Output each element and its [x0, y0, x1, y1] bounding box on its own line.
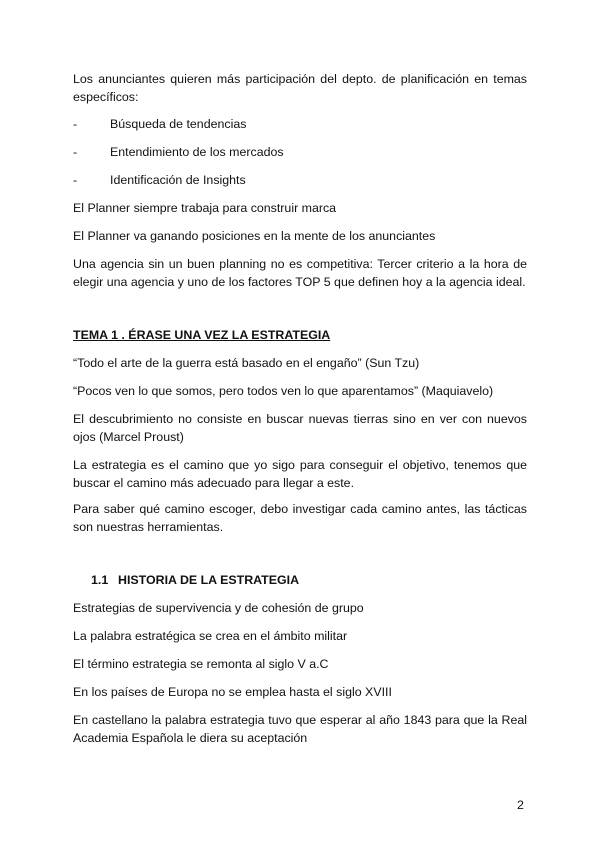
paragraph: Para saber qué camino escoger, debo investigar cada camino antes, las tácticas son nuestras herramientas. [73, 502, 527, 534]
bullet-dash: - [73, 173, 78, 187]
paragraph: En castellano la palabra estrategia tuvo que esperar al año 1843 para que la Real Academia Española le diera su aceptación [73, 713, 527, 745]
page-number: 2 [517, 798, 524, 812]
paragraph: Estrategias de supervivencia y de cohesión de grupo [73, 601, 364, 615]
quote: El descubrimiento no consiste en buscar nuevas tierras sino en ver con nuevos ojos (Marcel Proust) [73, 412, 527, 444]
paragraph: La estrategia es el camino que yo sigo para conseguir el objetivo, tenemos que buscar el camino más adecuado para llegar a este. [73, 458, 527, 490]
paragraph: El Planner siempre trabaja para construir marca [73, 201, 337, 215]
intro-paragraph: Los anunciantes quieren más participación del depto. de planificación en temas específicos: [73, 72, 527, 104]
chapter-heading: TEMA 1 . ÉRASE UNA VEZ LA ESTRATEGIA [73, 328, 331, 342]
bullet-dash: - [73, 145, 78, 159]
bullet-dash: - [73, 117, 78, 131]
list-item-text: Entendimiento de los mercados [110, 145, 284, 159]
section-heading [91, 571, 299, 589]
section-title: HISTORIA DE LA ESTRATEGIA [118, 573, 300, 587]
paragraph: La palabra estratégica se crea en el ámbito militar [73, 629, 348, 643]
section-number: 1.1 [91, 573, 109, 587]
list-item-text: Búsqueda de tendencias [110, 117, 247, 131]
paragraph: En los países de Europa no se emplea hasta el siglo XVIII [73, 685, 392, 699]
paragraph: El Planner va ganando posiciones en la mente de los anunciantes [73, 229, 436, 243]
paragraph: El término estrategia se remonta al siglo V a.C [73, 657, 329, 671]
list-item-text: Identificación de Insights [110, 173, 246, 187]
quote: “Todo el arte de la guerra está basado en el engaño” (Sun Tzu) [73, 356, 420, 370]
paragraph: Una agencia sin un buen planning no es competitiva: Tercer criterio a la hora de elegir una agencia y uno de los factores TOP 5 que definen hoy a la agencia ideal. [73, 257, 527, 289]
quote: “Pocos ven lo que somos, pero todos ven lo que aparentamos” (Maquiavelo) [73, 384, 494, 398]
